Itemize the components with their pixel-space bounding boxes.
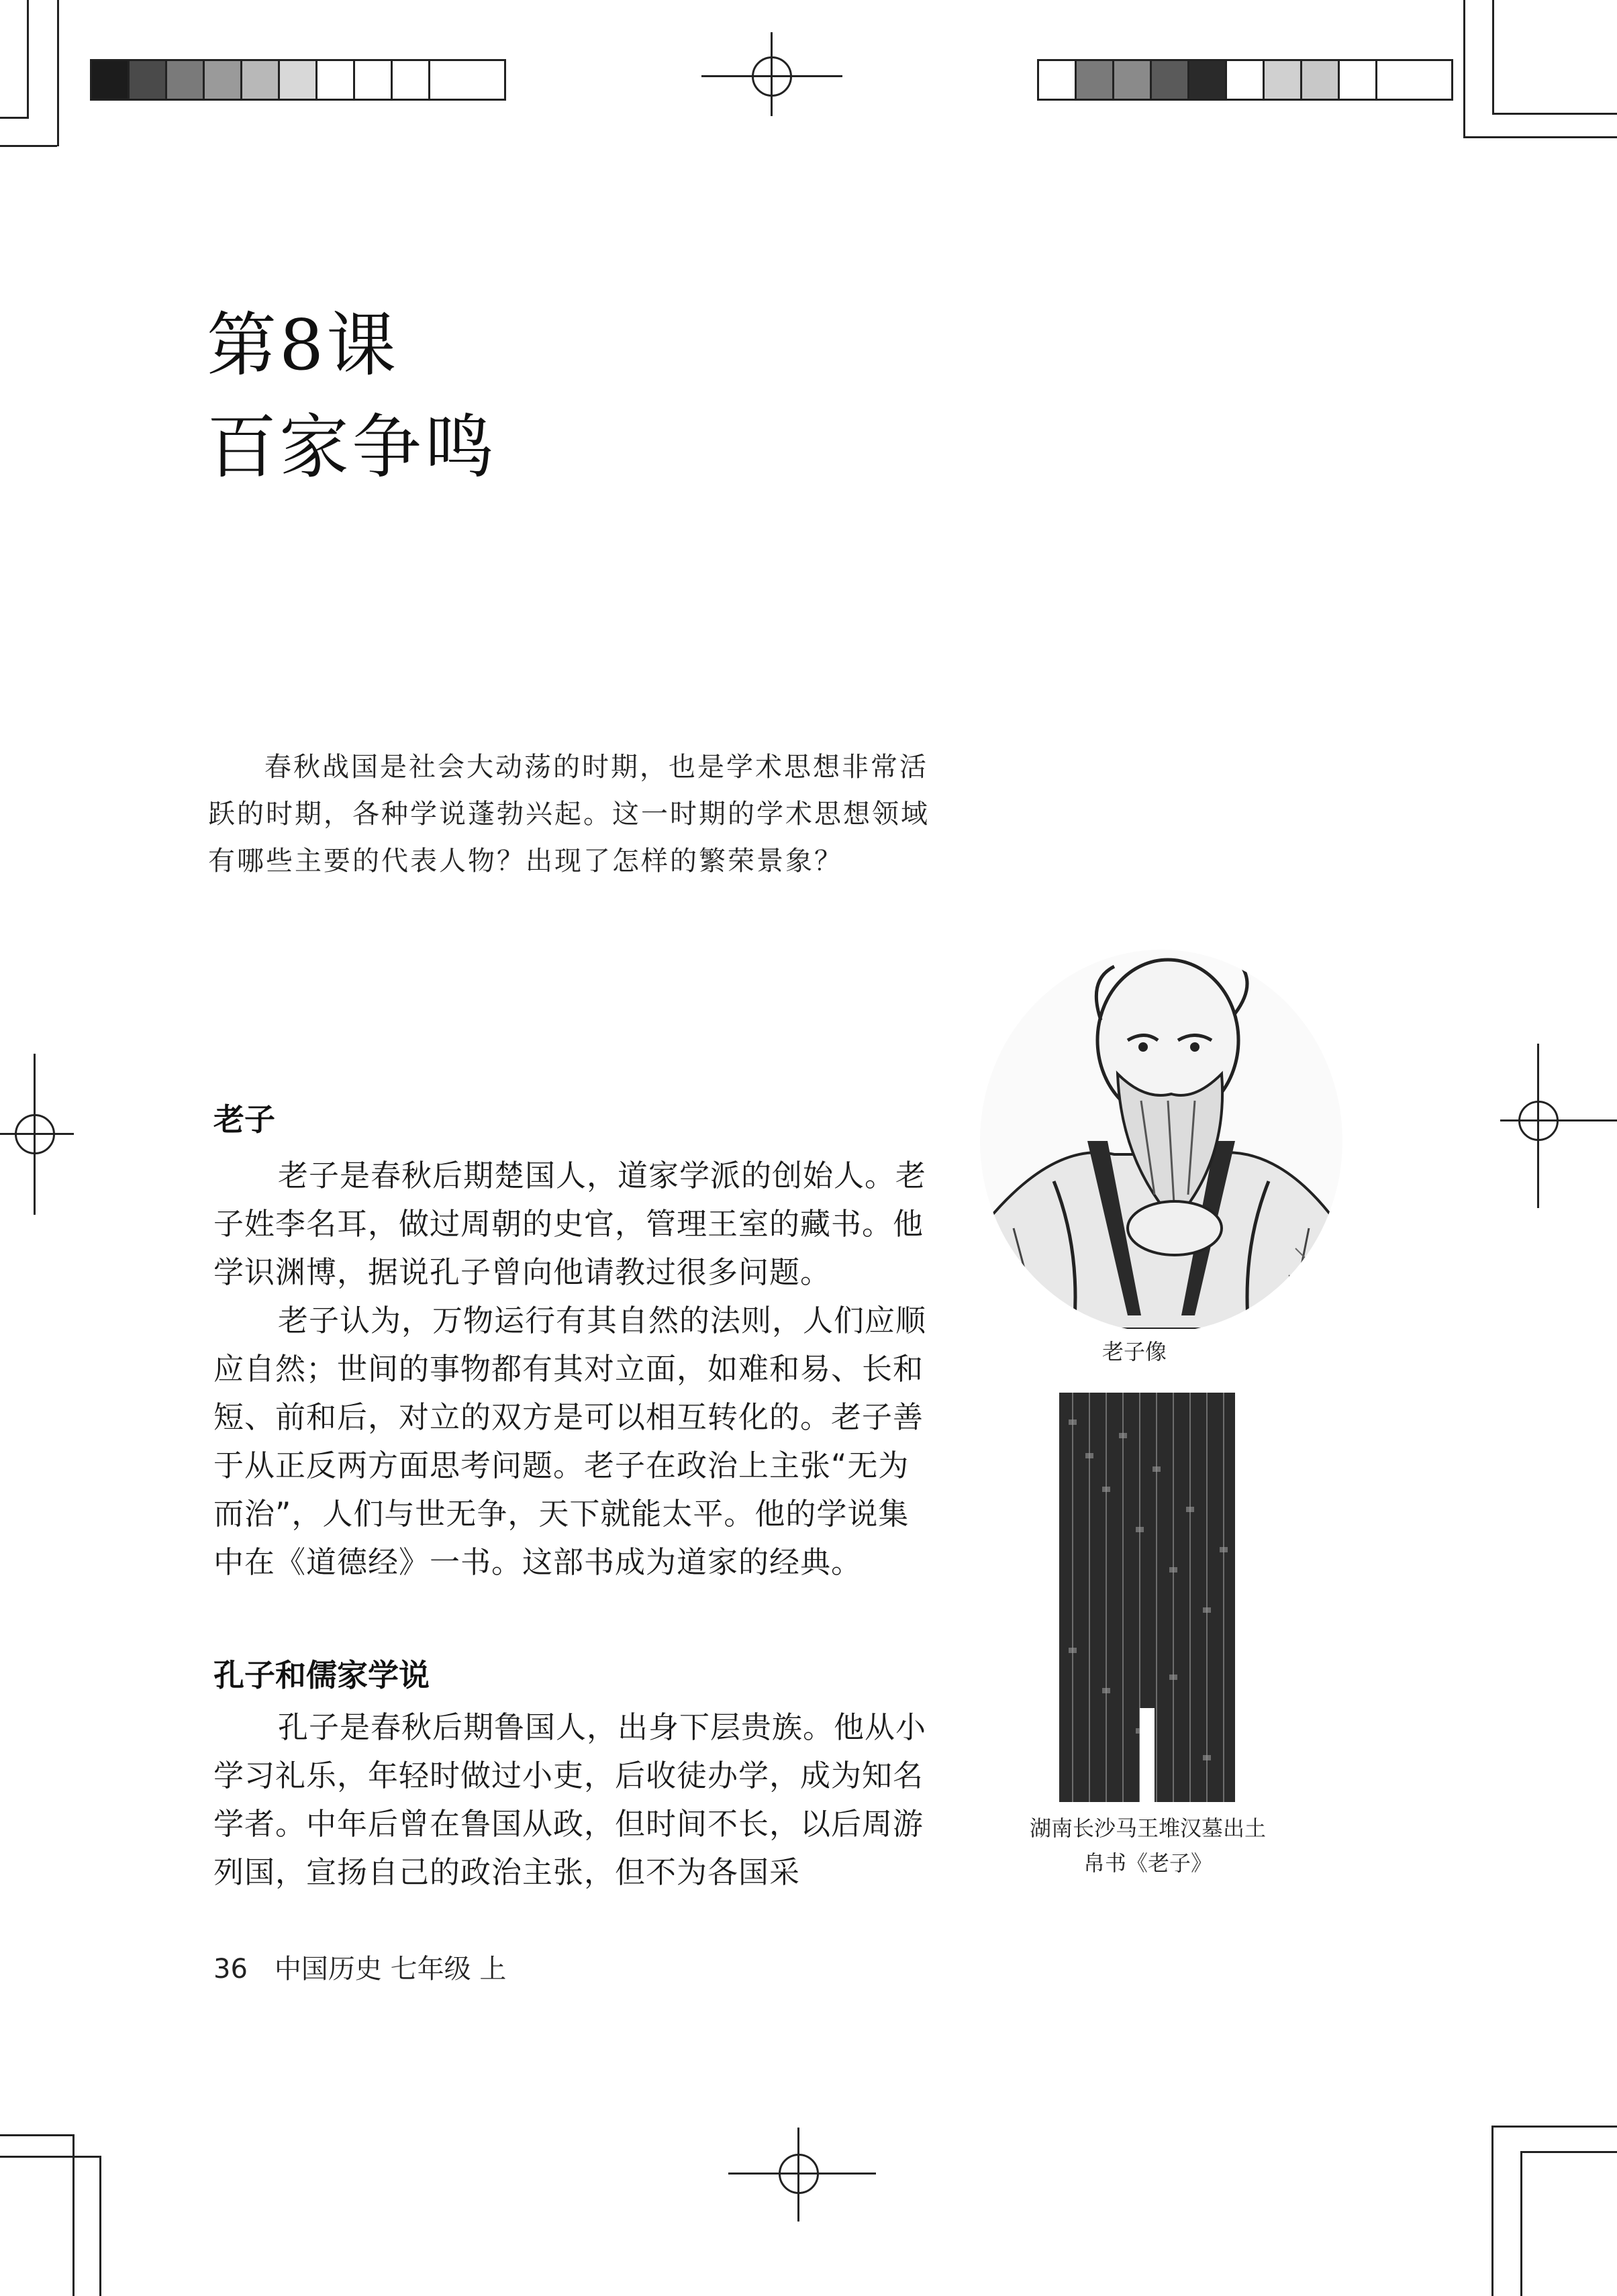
- section-body-confucius: [213, 1703, 932, 1897]
- strip-cell: [430, 61, 468, 99]
- figure-caption-silk: [1000, 1811, 1295, 1881]
- strip-cell: [1265, 61, 1302, 99]
- strip-cell: [1377, 61, 1415, 99]
- intro-text: [208, 744, 933, 885]
- color-strip-right: [1037, 59, 1453, 101]
- page-footer: [213, 1948, 506, 1986]
- laozi-portrait-icon: [973, 940, 1349, 1329]
- strip-cell: [130, 61, 167, 99]
- paragraph: 老子认为，万物运行有其自然的法则，人们应顺应自然；世间的事物都有其对立面，如难和易、长和短、前和后，对立的双方是可以相互转化的。老子善于从正反两方面思考问题。老子在政治上主张“无为而治”，人们与世无争，天下就能太平。他的学说集中在《道德经》一书。这部书成为道家的经典。: [213, 1303, 927, 1580]
- strip-cell: [317, 61, 355, 99]
- strip-cell: [1227, 61, 1265, 99]
- intro-paragraph: 春秋战国是社会大动荡的时期，也是学术思想非常活跃的时期，各种学说蓬勃兴起。这一时期的学术思想领域有哪些主要的代表人物？出现了怎样的繁荣景象？: [208, 752, 930, 877]
- strip-cell: [1340, 61, 1377, 99]
- strip-cell: [393, 61, 430, 99]
- color-strip-left: [90, 59, 506, 101]
- strip-cell: [1039, 61, 1077, 99]
- strip-cell: [242, 61, 280, 99]
- paragraph: 孔子是春秋后期鲁国人，出身下层贵族。他从小学习礼乐，年轻时做过小吏，后收徒办学，成为知名学者。中年后曾在鲁国从政，但时间不长，以后周游列国，宣扬自己的政治主张，但不为各国采: [213, 1709, 927, 1890]
- section-heading-laozi: 老子: [213, 1101, 275, 1138]
- section-body-laozi: [213, 1152, 932, 1587]
- lesson-title: 百家争鸣: [207, 406, 497, 488]
- strip-cell: [1189, 61, 1227, 99]
- lesson-number: 第8课: [207, 304, 399, 386]
- caption-line: 湖南长沙马王堆汉墓出土: [1029, 1815, 1266, 1841]
- page-number: 36: [213, 1954, 248, 1985]
- silk-manuscript-icon: [1059, 1393, 1235, 1802]
- figure-caption-portrait: 老子像: [1101, 1339, 1167, 1364]
- strip-cell: [1114, 61, 1152, 99]
- caption-line: 帛书《老子》: [1083, 1850, 1212, 1876]
- strip-cell: [1302, 61, 1340, 99]
- strip-cell: [355, 61, 393, 99]
- strip-cell: [167, 61, 205, 99]
- paragraph: 老子是春秋后期楚国人，道家学派的创始人。老子姓李名耳，做过周朝的史官，管理王室的藏书。他学识渊博，据说孔子曾向他请教过很多问题。: [213, 1158, 927, 1290]
- strip-cell: [205, 61, 242, 99]
- strip-cell: [1077, 61, 1114, 99]
- section-heading-confucius: 孔子和儒家学说: [213, 1657, 430, 1693]
- strip-cell: [280, 61, 317, 99]
- book-title: 中国历史 七年级 上: [274, 1954, 507, 1985]
- strip-cell: [92, 61, 130, 99]
- strip-cell: [1152, 61, 1189, 99]
